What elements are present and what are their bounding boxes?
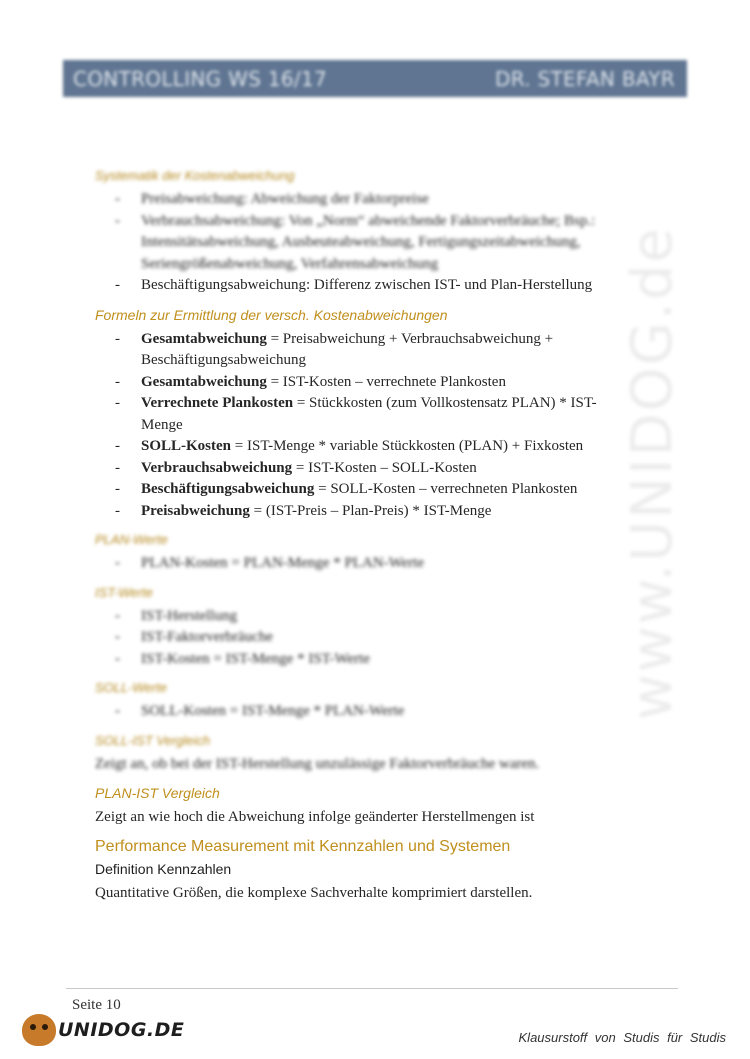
formula-item — [141, 372, 635, 394]
section-heading: SOLL-Werte — [95, 680, 168, 695]
formula-definition: = Stückkosten (zum Vollkostensatz PLAN) * IST-Menge — [141, 395, 597, 433]
section-heading: SOLL-IST Vergleich — [95, 732, 211, 748]
section-heading: PLAN-Werte — [95, 532, 168, 547]
definition-text: Quantitative Größen, die komplexe Sachverhalte komprimiert darstellen. — [95, 884, 533, 901]
formula-term: Preisabweichung — [141, 502, 250, 519]
footer-tagline: Klausurstoff von Studis für Studis — [518, 1030, 726, 1045]
formula-definition: = IST-Kosten – SOLL-Kosten — [292, 459, 477, 476]
formula-term: SOLL-Kosten — [141, 438, 232, 454]
section-text: Zeigt an, ob bei der IST-Herstellung unzulässige Faktorverbräuche waren. — [95, 755, 540, 772]
systematik-list — [95, 189, 635, 297]
formula-definition: = Preisabweichung + Verbrauchsabweichung + Beschäftigungsabweichung — [141, 330, 554, 368]
page-number: Seite 10 — [72, 997, 121, 1013]
section-heading: Systematik der Kostenabweichung — [95, 168, 295, 183]
formula-item — [141, 329, 635, 372]
list-item: - IST-Kosten = IST-Menge * IST-Werte — [141, 649, 635, 671]
document-header — [63, 60, 687, 97]
formula-item — [141, 458, 635, 480]
page-content — [95, 168, 635, 914]
formula-definition: = (IST-Preis – Plan-Preis) * IST-Menge — [249, 502, 492, 519]
list-item: - Verbrauchsabweichung: Von „Norm“ abweichende Faktorverbräuche; Bsp.: Intensitätsabweichung, Ausbeuteabweichung, Fertigungszeitabweichung, Seriengrößenabweichung, Verfahrensabweichung — [141, 211, 635, 276]
formula-term: Gesamtabweichung — [141, 373, 267, 390]
list-item: - Preisabweichung: Abweichung der Faktorpreise — [141, 189, 635, 211]
dog-mascot-icon — [22, 1014, 56, 1046]
list-item: - IST-Faktorverbräuche — [141, 627, 635, 649]
section-ist-werte — [95, 585, 635, 671]
subheading: Definition Kennzahlen — [95, 860, 232, 877]
soll-werte-list — [95, 701, 635, 723]
course-title: CONTROLLING WS 16/17 — [73, 66, 327, 91]
list-item: - Beschäftigungsabweichung: Differenz zwischen IST- und Plan-Herstellung — [141, 275, 635, 297]
formula-term: Verbrauchsabweichung — [141, 459, 293, 476]
formula-definition: = IST-Menge * variable Stückkosten (PLAN) + Fixkosten — [231, 438, 584, 454]
section-heading: Formeln zur Ermittlung der versch. Kostenabweichungen — [95, 306, 448, 323]
logo-text: UNIDOG.DE — [58, 1019, 185, 1041]
formula-term: Verrechnete Plankosten — [141, 395, 294, 411]
section-soll-ist — [95, 733, 635, 775]
ist-werte-list — [95, 606, 635, 671]
formula-term: Gesamtabweichung — [141, 330, 267, 347]
author-name: DR. STEFAN BAYR — [495, 66, 675, 91]
formula-item — [141, 393, 635, 436]
plan-werte-list — [95, 553, 635, 575]
formula-definition: = IST-Kosten – verrechnete Plankosten — [266, 373, 506, 390]
formula-definition: = SOLL-Kosten – verrechneten Plankosten — [314, 481, 578, 497]
unidog-logo — [22, 1014, 184, 1046]
section-text: Zeigt an wie hoch die Abweichung infolge geänderter Herstellmengen ist — [95, 808, 535, 825]
section-heading: PLAN-IST Vergleich — [95, 784, 220, 801]
list-item: - IST-Herstellung — [141, 606, 635, 628]
formeln-list — [95, 329, 635, 523]
section-systematik — [95, 168, 635, 183]
formula-term: Beschäftigungsabweichung — [141, 481, 315, 497]
formula-item — [141, 501, 635, 523]
watermark: www.UNIDOG.de — [620, 226, 685, 720]
list-item: - SOLL-Kosten = IST-Menge * PLAN-Werte — [141, 701, 635, 723]
section-plan-werte — [95, 532, 635, 575]
list-item: - PLAN-Kosten = PLAN-Menge * PLAN-Werte — [141, 553, 635, 575]
section-heading: IST-Werte — [95, 584, 153, 600]
footer-divider — [66, 988, 678, 989]
section-soll-werte — [95, 680, 635, 723]
chapter-title: Performance Measurement mit Kennzahlen und Systemen — [95, 837, 511, 855]
formula-item — [141, 479, 635, 501]
formula-item — [141, 436, 635, 458]
